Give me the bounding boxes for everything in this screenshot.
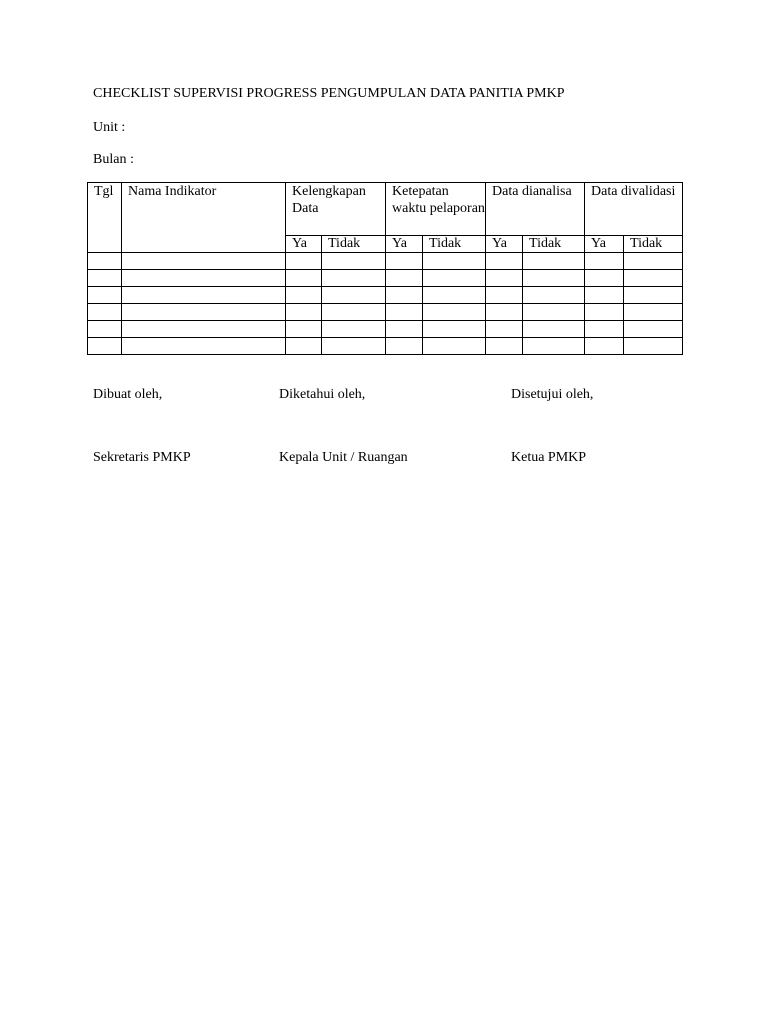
table-cell[interactable] bbox=[585, 338, 624, 355]
table-cell[interactable] bbox=[286, 253, 322, 270]
table-cell[interactable] bbox=[423, 338, 486, 355]
table-cell[interactable] bbox=[486, 321, 523, 338]
table-cell[interactable] bbox=[122, 253, 286, 270]
table-cell[interactable] bbox=[386, 287, 423, 304]
table-cell[interactable] bbox=[486, 338, 523, 355]
signature-kepala-unit: Kepala Unit / Ruangan bbox=[279, 450, 408, 465]
signature-dibuat-label: Dibuat oleh, bbox=[93, 387, 163, 402]
header-data-divalidasi: Data divalidasi bbox=[585, 183, 683, 236]
table-cell[interactable] bbox=[624, 304, 683, 321]
table-row bbox=[88, 270, 683, 287]
table-cell[interactable] bbox=[523, 321, 585, 338]
table-cell[interactable] bbox=[322, 321, 386, 338]
header-ketepatan-waktu: Ketepatan waktu pelaporan bbox=[386, 183, 486, 236]
table-cell[interactable] bbox=[122, 321, 286, 338]
table-cell[interactable] bbox=[122, 338, 286, 355]
signature-disetujui-label: Disetujui oleh, bbox=[511, 387, 594, 402]
subheader-tidak: Tidak bbox=[423, 236, 486, 253]
table-cell[interactable] bbox=[585, 253, 624, 270]
table-cell[interactable] bbox=[322, 270, 386, 287]
table-cell[interactable] bbox=[88, 287, 122, 304]
signature-diketahui-label: Diketahui oleh, bbox=[279, 387, 366, 402]
table-cell[interactable] bbox=[523, 338, 585, 355]
table-cell[interactable] bbox=[322, 338, 386, 355]
table-row bbox=[88, 304, 683, 321]
table-cell[interactable] bbox=[523, 270, 585, 287]
table-cell[interactable] bbox=[624, 338, 683, 355]
table-cell[interactable] bbox=[585, 321, 624, 338]
unit-label: Unit : bbox=[93, 120, 126, 135]
table-cell[interactable] bbox=[486, 253, 523, 270]
table-cell[interactable] bbox=[624, 253, 683, 270]
table-cell[interactable] bbox=[624, 287, 683, 304]
table-cell[interactable] bbox=[88, 270, 122, 287]
table-cell[interactable] bbox=[386, 253, 423, 270]
table-cell[interactable] bbox=[423, 287, 486, 304]
table-row bbox=[88, 338, 683, 355]
table-cell[interactable] bbox=[122, 270, 286, 287]
header-nama-indikator: Nama Indikator bbox=[122, 183, 286, 253]
checklist-table bbox=[87, 182, 683, 355]
bulan-label: Bulan : bbox=[93, 152, 134, 167]
table-cell[interactable] bbox=[585, 270, 624, 287]
table-cell[interactable] bbox=[88, 253, 122, 270]
table-cell[interactable] bbox=[423, 304, 486, 321]
table-cell[interactable] bbox=[286, 338, 322, 355]
signature-sekretaris-pmkp: Sekretaris PMKP bbox=[93, 450, 191, 465]
table-cell[interactable] bbox=[423, 321, 486, 338]
table-body bbox=[88, 253, 683, 355]
table-row bbox=[88, 321, 683, 338]
subheader-ya: Ya bbox=[386, 236, 423, 253]
table-cell[interactable] bbox=[88, 338, 122, 355]
table-cell[interactable] bbox=[386, 321, 423, 338]
table-cell[interactable] bbox=[585, 287, 624, 304]
table-cell[interactable] bbox=[88, 321, 122, 338]
table-cell[interactable] bbox=[624, 321, 683, 338]
table-cell[interactable] bbox=[386, 304, 423, 321]
table-cell[interactable] bbox=[523, 287, 585, 304]
signature-ketua-pmkp: Ketua PMKP bbox=[511, 450, 587, 465]
subheader-tidak: Tidak bbox=[322, 236, 386, 253]
table-cell[interactable] bbox=[322, 304, 386, 321]
table-cell[interactable] bbox=[122, 304, 286, 321]
subheader-tidak: Tidak bbox=[624, 236, 683, 253]
table-cell[interactable] bbox=[88, 304, 122, 321]
table-row bbox=[88, 287, 683, 304]
table-cell[interactable] bbox=[322, 287, 386, 304]
table-cell[interactable] bbox=[286, 321, 322, 338]
table-cell[interactable] bbox=[286, 304, 322, 321]
table-cell[interactable] bbox=[585, 304, 624, 321]
subheader-ya: Ya bbox=[486, 236, 523, 253]
table-cell[interactable] bbox=[386, 338, 423, 355]
table-row bbox=[88, 253, 683, 270]
header-tgl: Tgl bbox=[88, 183, 122, 253]
table-cell[interactable] bbox=[523, 253, 585, 270]
header-kelengkapan-data: Kelengkapan Data bbox=[286, 183, 386, 236]
table-cell[interactable] bbox=[122, 287, 286, 304]
table-cell[interactable] bbox=[423, 253, 486, 270]
subheader-tidak: Tidak bbox=[523, 236, 585, 253]
document-title: CHECKLIST SUPERVISI PROGRESS PENGUMPULAN DATA PANITIA PMKP bbox=[93, 86, 565, 101]
table-cell[interactable] bbox=[322, 253, 386, 270]
table-cell[interactable] bbox=[423, 270, 486, 287]
subheader-ya: Ya bbox=[286, 236, 322, 253]
table-cell[interactable] bbox=[386, 270, 423, 287]
table-cell[interactable] bbox=[286, 287, 322, 304]
table-cell[interactable] bbox=[523, 304, 585, 321]
subheader-ya: Ya bbox=[585, 236, 624, 253]
table-cell[interactable] bbox=[286, 270, 322, 287]
table-cell[interactable] bbox=[486, 270, 523, 287]
table-cell[interactable] bbox=[486, 287, 523, 304]
table-cell[interactable] bbox=[486, 304, 523, 321]
header-data-dianalisa: Data dianalisa bbox=[486, 183, 585, 236]
table-cell[interactable] bbox=[624, 270, 683, 287]
